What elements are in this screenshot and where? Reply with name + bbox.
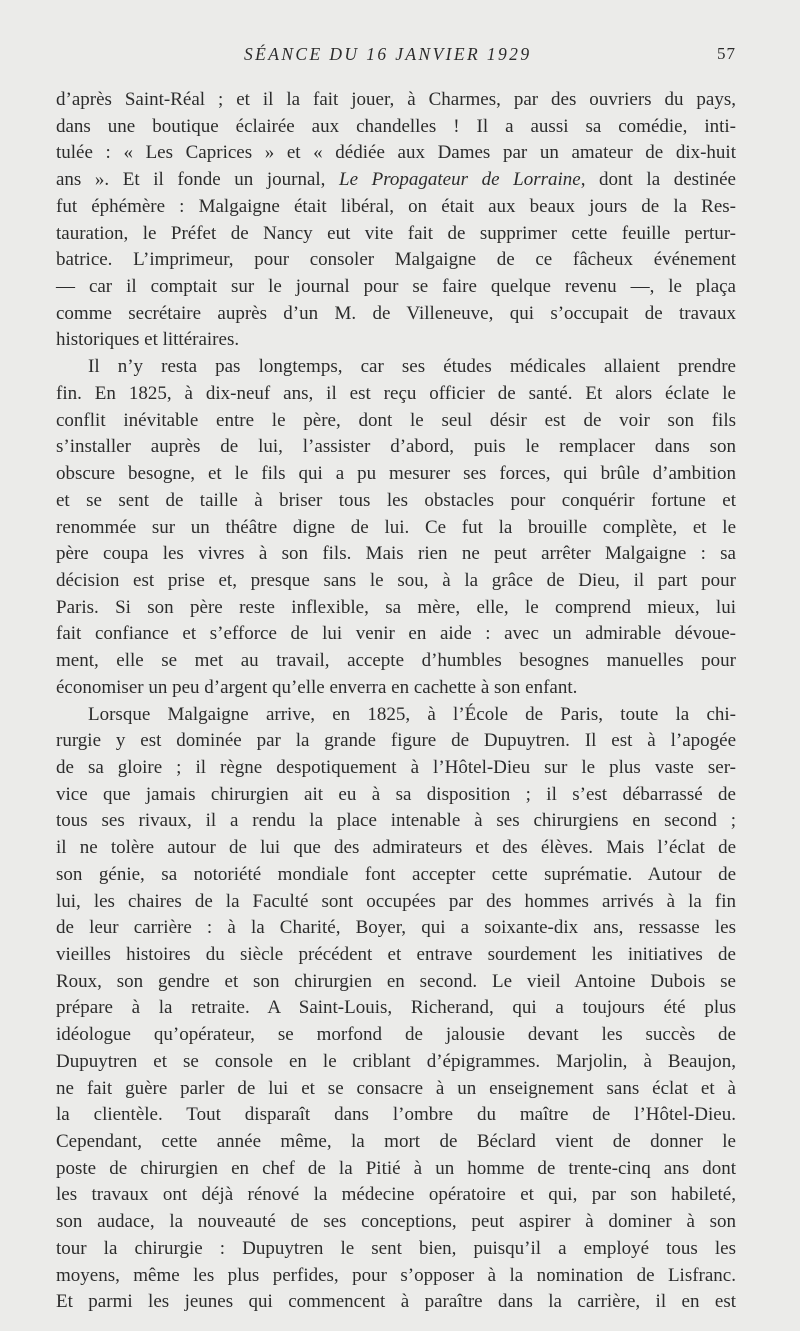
text-line: Roux, son gendre et son chirurgien en second. Le vieil Antoine Dubois se (56, 970, 736, 992)
text-line: Il n’y resta pas longtemps, car ses études médicales allaient prendre (88, 356, 736, 378)
text-line: tulée : « Les Caprices » et « dédiée aux Dames par un amateur de dix-huit (56, 142, 736, 164)
text-line: Lorsque Malgaigne arrive, en 1825, à l’École de Paris, toute la chi- (88, 703, 736, 725)
text-line: vieilles histoires du siècle précédent et entrave sourdement les initiatives de (56, 944, 736, 965)
running-title: SÉANCE DU 16 JANVIER 1929 (244, 44, 532, 64)
text-line: et se sent de taille à briser tous les obstacles pour conquérir fortune et (56, 489, 736, 511)
text-line: Cependant, cette année même, la mort de Béclard vient de donner le (56, 1131, 736, 1153)
text-line: Et parmi les jeunes qui commencent à paraître dans la carrière, il en est (56, 1291, 736, 1313)
text-line: son audace, la nouveauté de ses conceptions, peut aspirer à dominer à son (56, 1211, 736, 1233)
text-line: tour la chirurgie : Dupuytren le sent bien, puisqu’il a employé tous les (56, 1237, 736, 1259)
journal-title: Le Propagateur de Lorraine (339, 169, 581, 191)
text-line: fait confiance et s’efforce de lui venir en aide : avec un admirable dévoue- (56, 623, 736, 645)
text-line: conflit inévitable entre le père, dont le seul désir est de voir son fils (56, 409, 736, 431)
text-line: ment, elle se met au travail, accepte d’humbles besognes manuelles pour (56, 650, 736, 672)
text-line: historiques et littéraires. (56, 329, 240, 351)
text-line: fin. En 1825, à dix-neuf ans, il est reçu officier de santé. Et alors éclate le (56, 382, 736, 404)
text-line: prépare à la retraite. A Saint-Louis, Richerand, qui a toujours été plus (56, 997, 736, 1019)
text-line: s’installer auprès de lui, l’assister d’abord, puis le remplacer dans son (56, 436, 736, 458)
running-head (56, 44, 736, 74)
text-line: d’après Saint-Réal ; et il la fait jouer, à Charmes, par des ouvriers du pays, (56, 89, 736, 110)
text-run: , dont la destinée (580, 169, 736, 191)
text-line: moyens, même les plus perfides, pour s’opposer à la nomination de Lisfranc. (56, 1264, 736, 1286)
text-line: — car il comptait sur le journal pour se faire quelque revenu —, le plaça (56, 276, 736, 298)
text-line: rurgie y est dominée par la grande figure de Dupuytren. Il est à l’apogée (56, 730, 736, 752)
text-line: il ne tolère autour de lui que des admirateurs et des élèves. Mais l’éclat de (56, 837, 736, 859)
text-line: de leur carrière : à la Charité, Boyer, qui a soixante-dix ans, ressasse les (56, 917, 736, 939)
text-line: ne fait guère parler de lui et se consacre à un enseignement sans éclat et à (56, 1077, 736, 1099)
text-line: père coupa les vivres à son fils. Mais rien ne peut arrêter Malgaigne : sa (56, 543, 736, 565)
text-line: économiser un peu d’argent qu’elle enverra en cachette à son enfant. (56, 676, 578, 698)
text-line: Dupuytren et se console en le criblant d’épigrammes. Marjolin, à Beaujon, (56, 1050, 736, 1072)
text-line (56, 167, 736, 194)
text-line: décision est prise et, presque sans le sou, à la grâce de Dieu, il part pour (56, 569, 736, 591)
text-line: son génie, sa notoriété mondiale font accepter cette suprématie. Autour de (56, 863, 736, 885)
text-line: Paris. Si son père reste inflexible, sa mère, elle, le comprend mieux, lui (56, 596, 736, 618)
text-line: idéologue qu’opérateur, se morfond de jalousie devant les succès de (56, 1024, 736, 1046)
text-line: de sa gloire ; il règne despotiquement à l’Hôtel-Dieu sur le plus vaste ser- (56, 756, 736, 778)
text-line: renommée sur un théâtre digne de lui. Ce fut la brouille complète, et le (56, 516, 736, 538)
text-line: dans une boutique éclairée aux chandelles ! Il a aussi sa comédie, inti- (56, 115, 736, 137)
body-text (56, 87, 736, 1316)
text-line: les travaux ont déjà rénové la médecine opératoire et qui, par son habileté, (56, 1184, 736, 1206)
text-run: ans ». Et il fonde un journal, (56, 169, 340, 191)
text-line: comme secrétaire auprès d’un M. de Villeneuve, qui s’occupait de travaux (56, 302, 736, 324)
text-line: tauration, le Préfet de Nancy eut vite fait de supprimer cette feuille pertur- (56, 222, 736, 244)
text-line: fut éphémère : Malgaigne était libéral, on était aux beaux jours de la Res- (56, 195, 736, 217)
text-line: lui, les chaires de la Faculté sont occupées par des hommes arrivés à la fin (56, 890, 736, 912)
text-line: obscure besogne, et le fils qui a pu mesurer ses forces, qui brûle d’ambition (56, 463, 736, 485)
text-line: poste de chirurgien en chef de la Pitié à un homme de trente-cinq ans dont (56, 1157, 736, 1179)
text-line: vice que jamais chirurgien ait eu à sa disposition ; il s’est débarrassé de (56, 783, 736, 805)
text-line: la clientèle. Tout disparaît dans l’ombre du maître de l’Hôtel-Dieu. (56, 1104, 736, 1126)
text-line: batrice. L’imprimeur, pour consoler Malgaigne de ce fâcheux événement (56, 249, 736, 271)
text-line: tous ses rivaux, il a rendu la place intenable à ses chirurgiens en second ; (56, 810, 736, 832)
page-number: 57 (717, 44, 736, 63)
